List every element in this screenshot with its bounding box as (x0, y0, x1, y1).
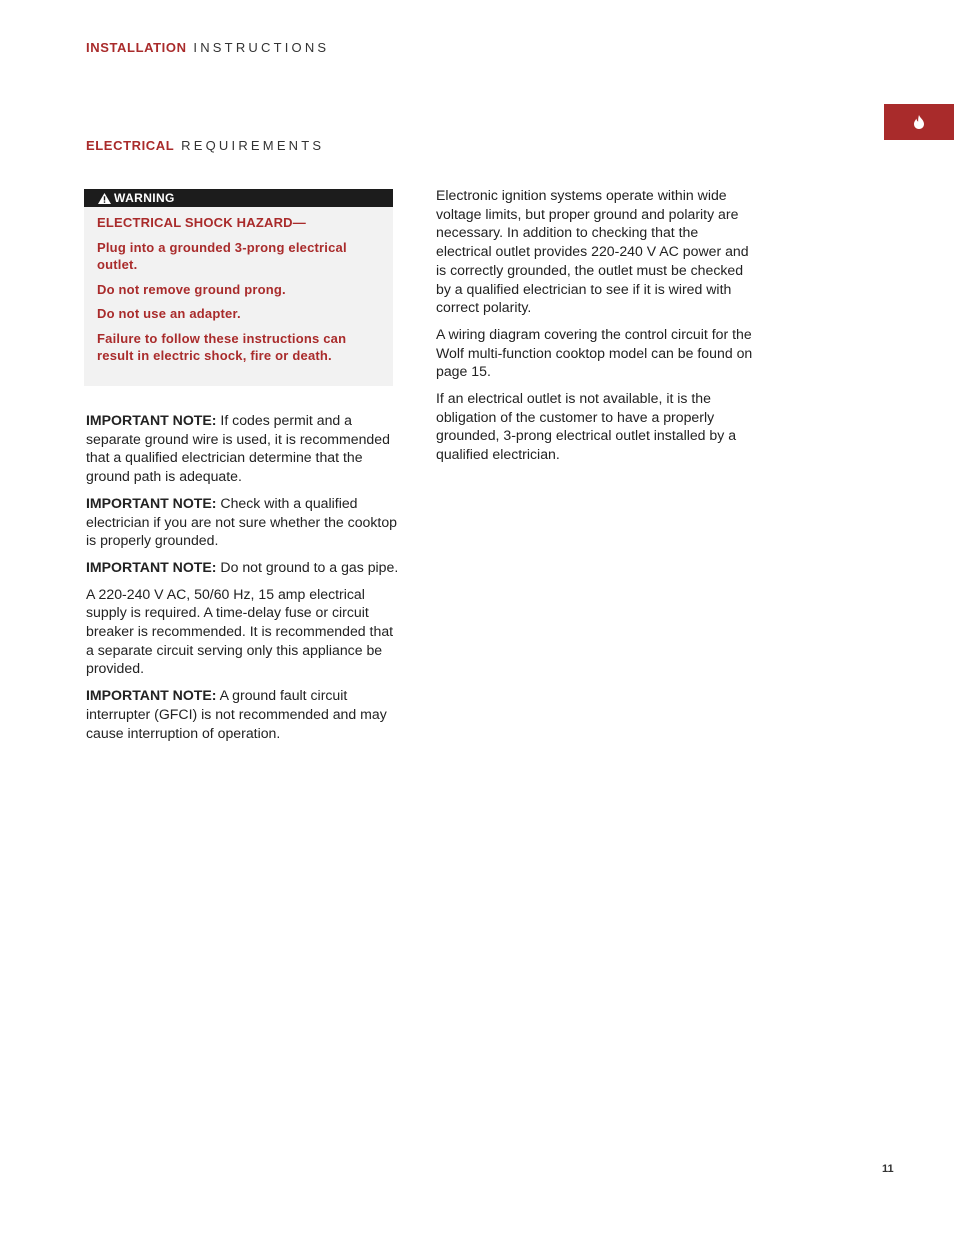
important-note-label: IMPORTANT NOTE: (86, 494, 217, 511)
section-tab (884, 104, 954, 140)
important-note-paragraph (86, 558, 402, 577)
important-note-label: IMPORTANT NOTE: (86, 687, 217, 704)
outlet-paragraph: If an electrical outlet is not available, it is the obligation of the customer to have a properly grounded, 3-prong electrical outlet installed by a qualified electrician. (436, 390, 737, 463)
section-title-rest: REQUIREMENTS (181, 138, 325, 153)
note-text: A ground fault circuit interrupter (GFCI) is not recommended and may cause interruption of operation. (86, 687, 387, 741)
left-column (86, 411, 402, 750)
warning-line: Plug into a grounded 3-prong electrical outlet. (97, 239, 347, 272)
warning-label: WARNING (114, 191, 175, 205)
section-title-bold: ELECTRICAL (86, 138, 175, 153)
important-note-label: IMPORTANT NOTE: (86, 412, 217, 428)
warning-box (84, 189, 393, 386)
note-text: If codes permit and a separate ground wire is used, it is recommended that a qualified electrician determine that the ground path is adequate. (86, 412, 390, 485)
right-column (436, 186, 756, 472)
page-header (86, 40, 329, 55)
important-note-label: IMPORTANT NOTE: (86, 558, 217, 575)
important-note-paragraph (86, 411, 402, 486)
important-note-paragraph (86, 494, 402, 550)
warning-bar (84, 189, 393, 207)
important-note-paragraph (86, 686, 402, 742)
warning-body (84, 207, 393, 365)
electrical-supply-paragraph: A 220-240 V AC, 50/60 Hz, 15 amp electrical supply is required. A time-delay fuse or circuit breaker is recommended. It is recommended that a separate circuit serving only this appliance be provided. (86, 585, 394, 677)
warning-triangle-icon (98, 193, 111, 204)
warning-line: Do not remove ground prong. (97, 281, 286, 297)
header-bold: INSTALLATION (86, 40, 187, 55)
note-text: Do not ground to a gas pipe. (216, 558, 399, 575)
header-rest: INSTRUCTIONS (193, 40, 330, 55)
flame-icon (913, 115, 925, 129)
section-title (86, 138, 324, 153)
wiring-diagram-paragraph: A wiring diagram covering the control circuit for the Wolf multi-function cooktop model can be found on page 15. (436, 325, 753, 380)
warning-line: Do not use an adapter. (97, 306, 241, 321)
note-text: Check with a qualified electrician if you are not sure whether the cooktop is properly grounded. (86, 494, 398, 549)
warning-line: Failure to follow these instructions can result in electric shock, fire or death. (97, 330, 347, 363)
warning-line: ELECTRICAL SHOCK HAZARD— (97, 215, 306, 230)
ignition-paragraph: Electronic ignition systems operate within wide voltage limits, but proper ground and polarity are necessary. In addition to checking that the electrical outlet provides 220-240 V AC power and is correctly grounded, the outlet must be checked by a qualified electrician to see if it is wired with correct polarity. (436, 187, 749, 316)
page-number: 11 (882, 1163, 894, 1175)
